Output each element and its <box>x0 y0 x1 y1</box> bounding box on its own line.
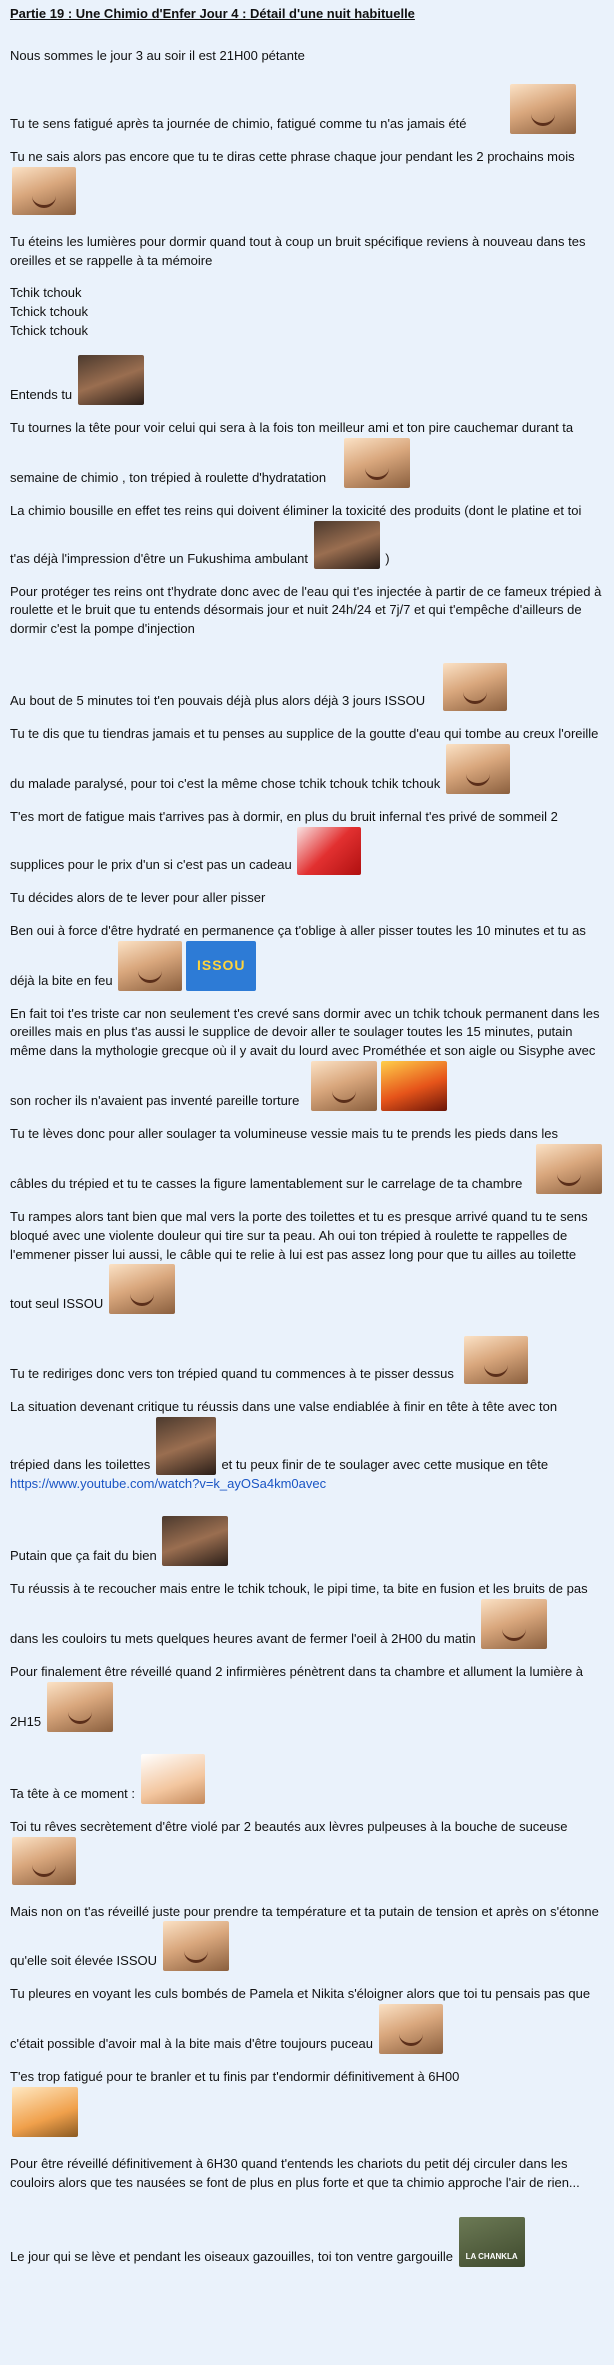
risitas-laugh-image <box>311 1061 377 1111</box>
sound-line: Tchick tchouk <box>10 323 89 339</box>
text: tout seul ISSOU <box>10 1296 104 1312</box>
paragraph <box>10 1208 604 1315</box>
text: Tu te dis que tu tiendras jamais et tu penses au supplice de la goutte d'eau qui tombe au creux l'oreille <box>10 726 599 742</box>
issou-label: ISSOU <box>196 956 246 973</box>
risitas-celebrate-image <box>12 167 76 215</box>
text: Tu pleures en voyant les culs bombés de Pamela et Nikita s'éloigner alors que toi tu pensais pas que <box>10 1986 591 2002</box>
text: La situation devenant critique tu réussis dans une valse endiablée à finir en tête à tête avec ton <box>10 1399 558 1415</box>
risitas-laugh-image <box>481 1599 547 1649</box>
text: qu'elle soit élevée ISSOU <box>10 1953 158 1969</box>
risitas-celebrate-image <box>443 663 507 711</box>
text: ) <box>385 550 390 566</box>
text: trépied dans les toilettes <box>10 1457 151 1473</box>
text: Tu décides alors de te lever pour aller pisser <box>10 889 266 905</box>
paragraph <box>10 1663 604 1732</box>
risitas-laugh-image <box>344 438 410 488</box>
text: T'es trop fatigué pour te branler et tu finis par t'endormir définitivement à 6H00 <box>10 2069 460 2085</box>
paragraph <box>10 419 604 488</box>
text: Tu te sens fatigué après ta journée de chimio, fatigué comme tu n'as jamais été <box>10 116 467 131</box>
text: câbles du trépied et tu te casses la figure lamentablement sur le carrelage de ta chambre <box>10 1176 523 1192</box>
text: Nous sommes le jour 3 au soir il est 21H00 pétante <box>10 48 305 63</box>
paragraph <box>10 1516 604 1566</box>
risitas-laugh-image <box>163 1921 229 1971</box>
risitas-laugh-image <box>510 84 576 134</box>
text: La chimio bousille en effet tes reins qui doivent éliminer la toxicité des produits (dont le platine et toi <box>10 502 582 518</box>
risitas-crying-image <box>379 2004 443 2054</box>
text: Pour finalement être réveillé quand 2 infirmières pénètrent dans ta chambre et allument la lumière à <box>10 1663 584 1679</box>
risitas-laugh-image <box>118 941 182 991</box>
risitas-bed-image <box>47 1682 113 1732</box>
text: Tu rampes alors tant bien que mal vers la porte des toilettes et tu es presque arrivé quand tu te sens bloqué avec une violente douleur qui tire sur ta peau. Ah oui ton trépied à roulette te rappelles de l'emmener pisser lui aussi, le câble qui te relie à lui est pas assez long pour que tu ailles au toilette <box>10 1208 588 1262</box>
text: Mais non on t'as réveillé juste pour prendre ta température et ta putain de tension et après on s'étonne <box>10 1903 599 1919</box>
paragraph <box>10 1818 604 1885</box>
text: t'as déjà l'impression d'être un Fukushima ambulant <box>10 550 308 566</box>
text: T'es mort de fatigue mais t'arrives pas à dormir, en plus du bruit infernal t'es privé de sommeil 2 <box>10 808 558 824</box>
paragraph <box>10 663 604 711</box>
risitas-laugh-image <box>109 1264 175 1314</box>
paragraph <box>10 1580 604 1649</box>
text: Ta tête à ce moment : <box>10 1785 136 1801</box>
chankla-label: LA CHANKLA <box>465 2252 518 2262</box>
paragraph <box>10 922 604 991</box>
text: semaine de chimio , ton trépied à roulette d'hydratation <box>10 469 327 485</box>
paragraph <box>10 889 604 908</box>
paragraph <box>10 583 604 640</box>
paragraph <box>10 2155 604 2193</box>
prometheus-fire-image <box>381 1061 447 1111</box>
man-portrait-image <box>78 355 144 405</box>
paragraph <box>10 1754 604 1804</box>
sound-lines <box>10 284 604 341</box>
paragraph <box>10 1125 604 1194</box>
text: Tu tournes la tête pour voir celui qui sera à la fois ton meilleur ami et ton pire cauchemar durant ta <box>10 419 574 435</box>
text: déjà la bite en feu <box>10 972 113 988</box>
text: c'était possible d'avoir mal à la bite mais d'être toujours puceau <box>10 2036 373 2052</box>
text: 2H15 <box>10 1713 42 1729</box>
paragraph <box>10 355 604 405</box>
la-chankla-image <box>459 2217 525 2267</box>
paragraph <box>10 1985 604 2054</box>
risitas-crying-image <box>446 744 510 794</box>
bald-face-image <box>141 1754 205 1804</box>
text: dans les couloirs tu mets quelques heures avant de fermer l'oeil à 2H00 du matin <box>10 1631 476 1647</box>
paragraph <box>10 502 604 569</box>
text: Tu réussis à te recoucher mais entre le tchik tchouk, le pipi time, ta bite en fusion et les bruits de pas <box>10 1581 588 1597</box>
risitas-tongue-image <box>12 1837 76 1885</box>
text: et tu peux finir de te soulager avec cette musique en tête <box>221 1457 549 1473</box>
man-with-wires-image <box>314 521 380 569</box>
dancing-man-image <box>156 1417 216 1475</box>
paragraph <box>10 1903 604 1972</box>
paragraph <box>10 148 604 215</box>
text: Toi tu rêves secrètement d'être violé par 2 beautés aux lèvres pulpeuses à la bouche de suceuse <box>10 1818 568 1834</box>
paragraph <box>10 1005 604 1112</box>
text: Pour protéger tes reins ont t'hydrate donc avec de l'eau qui t'es injectée à partir de ce fameux trépied à roulette et le bruit que tu entends désormais jour et nuit 24h/24 et 7j/7 et qui t'empêche d'ailleurs de dormir c'est la pompe d'injection <box>10 583 602 637</box>
relieved-man-image <box>162 1516 228 1566</box>
text: Ben oui à force d'être hydraté en permanence ça t'oblige à aller pisser toutes les 10 minutes et tu as <box>10 922 586 938</box>
text: En fait toi t'es triste car non seulement t'es crevé sans dormir avec un tchik tchouk permanent dans les oreilles mais en plus t'as aussi le supplice de devoir aller te soulager toutes les 15 minutes, putain même dans la mythologie grecque où il y avait du lourd avec Prométhée et son aigle ou Sisyphe avec <box>10 1005 600 1059</box>
post-title: Partie 19 : Une Chimio d'Enfer Jour 4 : Détail d'une nuit habituelle <box>10 6 415 21</box>
text: Tu ne sais alors pas encore que tu te diras cette phrase chaque jour pendant les 2 prochains mois <box>10 148 575 164</box>
sound-line: Tchik tchouk <box>10 285 82 301</box>
paragraph <box>10 1398 604 1494</box>
text: du malade paralysé, pour toi c'est la même chose tchik tchouk tchik tchouk <box>10 776 441 792</box>
gift-box-image <box>297 827 361 875</box>
text: Le jour qui se lève et pendant les oiseaux gazouilles, toi ton ventre gargouille <box>10 2249 454 2264</box>
text: Tu éteins les lumières pour dormir quand tout à coup un bruit spécifique reviens à nouveau dans tes oreilles et se rappelle à ta mémoire <box>10 233 586 268</box>
paragraph <box>10 725 604 794</box>
youtube-link[interactable]: https://www.youtube.com/watch?v=k_ayOSa4km0avec <box>10 1476 327 1492</box>
issou-goku-image <box>186 941 256 991</box>
paragraph <box>10 808 604 875</box>
text: Putain que ça fait du bien <box>10 1548 157 1564</box>
text: Tu te rediriges donc vers ton trépied quand tu commences à te pisser dessus <box>10 1366 454 1382</box>
paragraph <box>10 47 604 66</box>
alarm-clock-image <box>12 2087 78 2137</box>
risitas-celebrate-image <box>464 1336 528 1384</box>
text: Tu te lèves donc pour aller soulager ta volumineuse vessie mais tu te prends les pieds dans les <box>10 1126 558 1142</box>
text: son rocher ils n'avaient pas inventé pareille torture <box>10 1093 300 1109</box>
text: Pour être réveillé définitivement à 6H30 quand t'entends les chariots du petit déj circuler dans les couloirs alors que tes nausées se font de plus en plus forte et que ta chimio approche l'air de rien... <box>10 2156 580 2190</box>
risitas-laugh-image <box>536 1144 602 1194</box>
paragraph <box>10 84 604 134</box>
paragraph <box>10 2068 604 2137</box>
sound-line: Tchick tchouk <box>10 304 89 320</box>
paragraph <box>10 1336 604 1384</box>
text: Entends tu <box>10 387 73 403</box>
text: Au bout de 5 minutes toi t'en pouvais déjà plus alors déjà 3 jours ISSOU <box>10 693 426 709</box>
paragraph <box>10 2217 604 2267</box>
paragraph <box>10 233 604 271</box>
text: supplices pour le prix d'un si c'est pas un cadeau <box>10 856 292 872</box>
